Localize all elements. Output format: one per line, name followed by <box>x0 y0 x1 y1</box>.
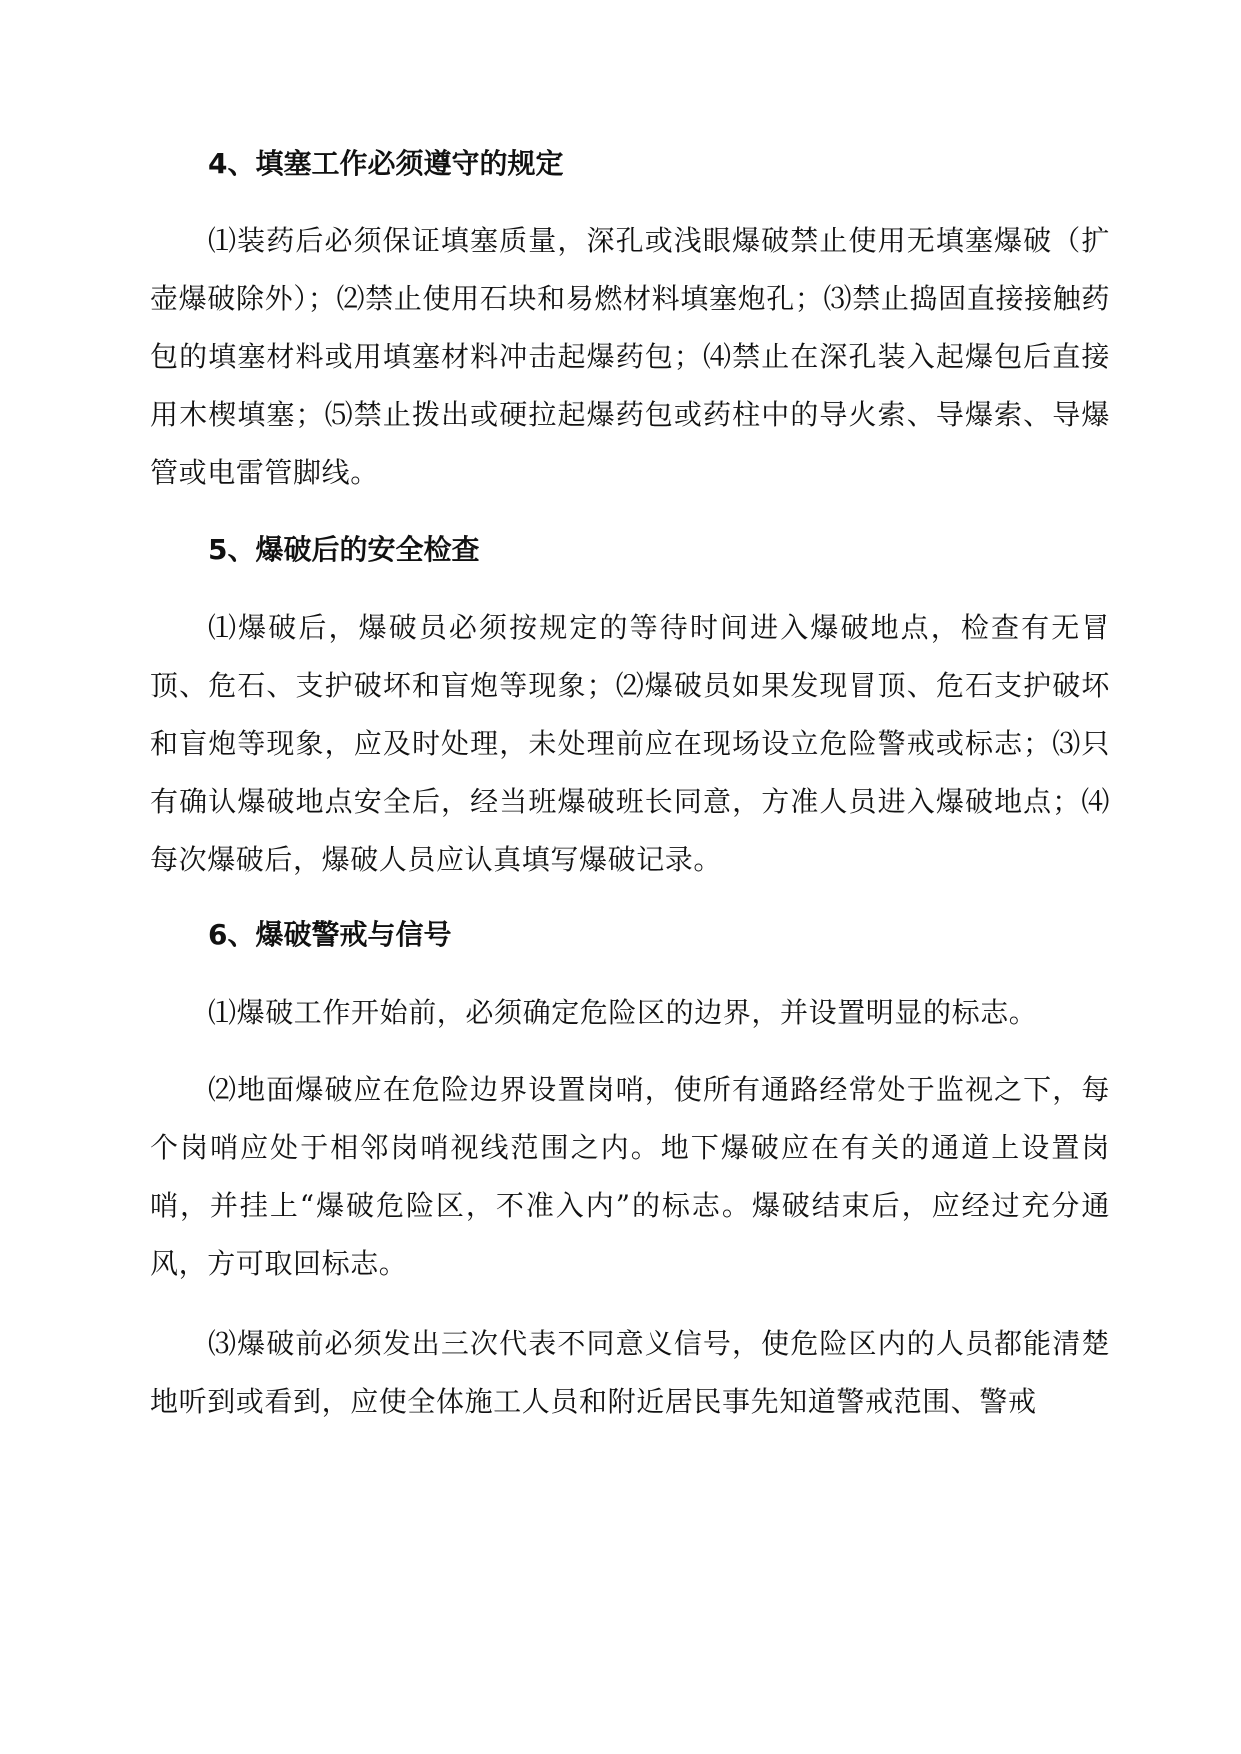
section-5-paragraph-1: ⑴爆破后，爆破员必须按规定的等待时间进入爆破地点，检查有无冒顶、危石、支护破坏和盲炮等现象；⑵爆破员如果发现冒顶、危石支护破坏和盲炮等现象，应及时处理，未处理前应在现场设立危险警戒或标志；⑶只有确认爆破地点安全后，经当班爆破班长同意，方准人员进入爆破地点；⑷每次爆破后，爆破人员应认真填写爆破记录。 <box>150 611 1110 876</box>
section-6-paragraph-2: ⑵地面爆破应在危险边界设置岗哨，使所有通路经常处于监视之下，每个岗哨应处于相邻岗哨视线范围之内。地下爆破应在有关的通道上设置岗哨，并挂上“爆破危险区，不准入内”的标志。爆破结束后，应经过充分通风，方可取回标志。 <box>150 1073 1110 1280</box>
section-heading-6: 6、爆破警戒与信号 <box>208 918 452 951</box>
section-heading-4: 4、填塞工作必须遵守的规定 <box>208 147 564 180</box>
section-6-paragraph-1: ⑴爆破工作开始前，必须确定危险区的边界，并设置明显的标志。 <box>208 996 1038 1029</box>
section-heading-5: 5、爆破后的安全检查 <box>208 533 480 566</box>
section-4-paragraph-1: ⑴装药后必须保证填塞质量，深孔或浅眼爆破禁止使用无填塞爆破（扩壶爆破除外）；⑵禁止使用石块和易燃材料填塞炮孔；⑶禁止捣固直接接触药包的填塞材料或用填塞材料冲击起爆药包；⑷禁止在深孔装入起爆包后直接用木楔填塞；⑸禁止拨出或硬拉起爆药包或药柱中的导火索、导爆索、导爆管或电雷管脚线。 <box>150 224 1110 489</box>
section-6-paragraph-3: ⑶爆破前必须发出三次代表不同意义信号，使危险区内的人员都能清楚地听到或看到，应使全体施工人员和附近居民事先知道警戒范围、警戒 <box>150 1327 1110 1418</box>
